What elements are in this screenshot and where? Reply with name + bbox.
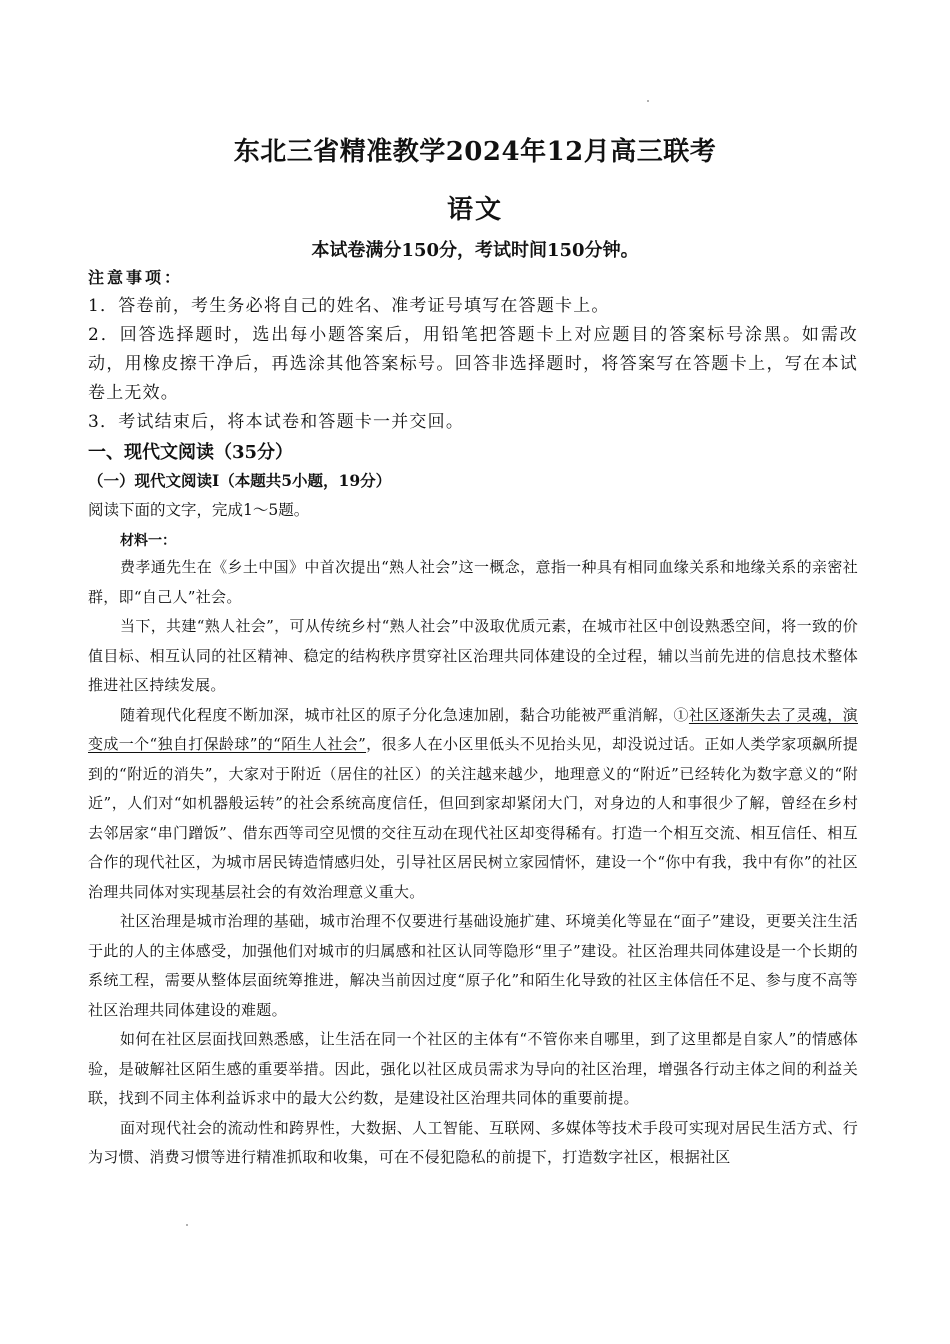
reading-instruction: 阅读下面的文字，完成1～5题。 xyxy=(88,501,310,519)
underlined-sentence-1: 社区逐渐失去了灵魂，演变成一个“独自打保龄球”的“陌生人社会” xyxy=(88,705,858,753)
passage-paragraph-3 xyxy=(88,701,858,908)
notice-item-3: 3．考试结束后，将本试卷和答题卡一并交回。 xyxy=(88,412,465,432)
material-label: 材料一： xyxy=(120,533,176,549)
section-subtitle: （一）现代文阅读Ⅰ（本题共5小题，19分） xyxy=(88,471,392,490)
notice-heading: 注意事项： xyxy=(88,268,184,287)
passage-paragraph-6: 面对现代社会的流动性和跨界性，大数据、人工智能、互联网、多媒体等技术手段可实现对居民生活方式、行为习惯、消费习惯等进行精准抓取和收集，可在不侵犯隐私的前提下，打造数字社区，根据社区 xyxy=(88,1118,858,1166)
passage-paragraph-2: 当下，共建“熟人社会”，可从传统乡村“熟人社会”中汲取优质元素，在城市社区中创设熟悉空间，将一致的价值目标、相互认同的社区精神、稳定的结构秩序贯穿社区治理共同体建设的全过程，辅以当前先进的信息技术整体推进社区持续发展。 xyxy=(88,617,858,694)
scan-dot-bottom xyxy=(186,1224,188,1226)
paragraph-3-lead: 随着现代化程度不断加深，城市社区的原子分化急速加剧，黏合功能被严重消解，① xyxy=(120,705,689,724)
scan-dot-top xyxy=(647,100,649,102)
paragraph-3-rest: ，很多人在小区里低头不见抬头见，却没说过话。正如人类学家项飙所提到的“附近的消失”，大家对于附近（居住的社区）的关注越来越少，地理意义的“附近”已经转化为数字意义的“附近”，人们对“如机器般运转”的社会系统高度信任，但回到家却紧闭大门，对身边的人和事很少了解，曾经在乡村去邻居家“串门蹭饭”、借东西等司空见惯的交往互动在现代社区却变得稀有。打造一个相互交流、相互信任、相互合作的现代社区，为城市居民铸造情感归处，引导社区居民树立家园情怀，建设一个“你中有我，我中有你”的社区治理共同体对实现基层社会的有效治理意义重大。 xyxy=(88,735,858,901)
notice-item-1: 1．答卷前，考生务必将自己的姓名、准考证号填写在答题卡上。 xyxy=(88,296,610,316)
exam-title: 东北三省精准教学2024年12月高三联考 xyxy=(233,137,717,167)
notice-item-2: 2．回答选择题时，选出每小题答案后，用铅笔把答题卡上对应题目的答案标号涂黑。如需改动，用橡皮擦干净后，再选涂其他答案标号。回答非选择题时，将答案写在答题卡上，写在本试卷上无效。 xyxy=(88,325,858,403)
passage-paragraph-1: 费孝通先生在《乡土中国》中首次提出“熟人社会”这一概念，意指一种具有相同血缘关系和地缘关系的亲密社群，即“自己人”社会。 xyxy=(88,558,858,606)
exam-info: 本试卷满分150分，考试时间150分钟。 xyxy=(311,240,639,261)
section-title: 一、现代文阅读（35分） xyxy=(88,442,294,463)
passage-paragraph-4: 社区治理是城市治理的基础，城市治理不仅要进行基础设施扩建、环境美化等显在“面子”建设，更要关注生活于此的人的主体感受，加强他们对城市的归属感和社区认同等隐形“里子”建设。社区治理共同体建设是一个长期的系统工程，需要从整体层面统筹推进，解决当前因过度“原子化”和陌生化导致的社区主体信任不足、参与度不高等社区治理共同体建设的难题。 xyxy=(88,912,858,1019)
reading-passage xyxy=(88,553,858,1173)
passage-paragraph-5: 如何在社区层面找回熟悉感，让生活在同一个社区的主体有“不管你来自哪里，到了这里都是自家人”的情感体验，是破解社区陌生感的重要举措。因此，强化以社区成员需求为导向的社区治理，增强各行动主体之间的利益关联，找到不同主体利益诉求中的最大公约数，是建设社区治理共同体的重要前提。 xyxy=(88,1030,858,1107)
subject-title: 语文 xyxy=(446,195,503,225)
